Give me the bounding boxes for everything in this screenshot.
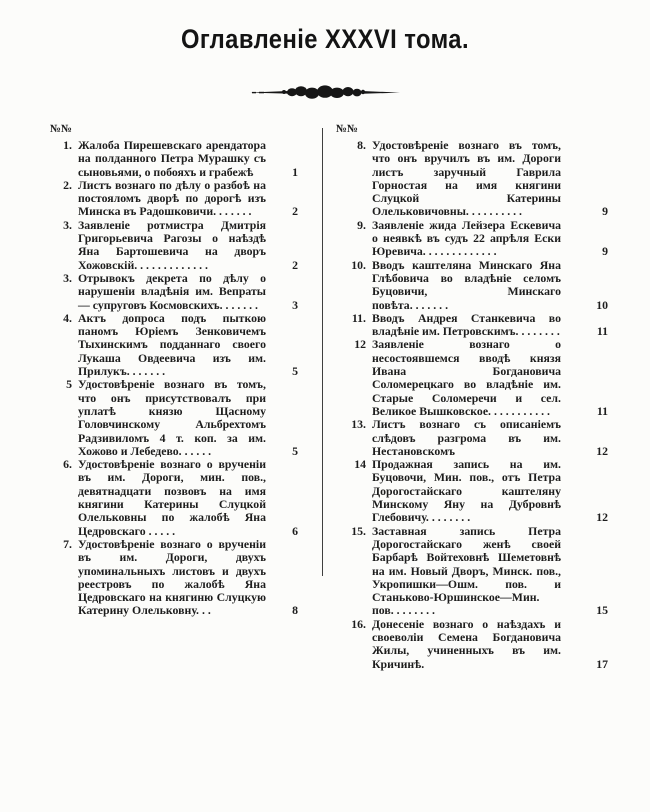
entry-number: 1. [63,138,72,152]
entry-number: 14 [354,457,366,472]
entry-page: 9 [602,204,608,219]
entry-text: Заявленіе вознаго о несостоявшемся вводѣ князя Ивана Богдановича Соломерецкаго во владѣніе им. Старые Соломеречи и сел. Великое Вышковское. . . . . . . . . . . [372,337,561,418]
entry-number: 16. [351,616,366,631]
toc-entry [334,525,608,618]
entry-number: 9. [357,217,366,232]
entry-page: 10 [596,297,608,312]
entry-page: 17 [596,656,608,671]
toc-entry [50,538,298,618]
entry-page: 2 [292,257,298,272]
entry-page: 5 [292,443,298,458]
entry-text: Листъ вознаго по дѣлу о разбоѣ на постояломъ дворѣ по дорогѣ изъ Минска въ Радошковичи. . . . . . . [78,177,266,219]
toc-column-right [334,139,608,671]
column-divider-rule [322,128,323,576]
entry-number: 10. [351,257,366,272]
entry-page: 5 [292,364,298,379]
toc-entry [334,418,608,458]
entry-number: 13. [351,417,366,432]
entry-text: Вводъ Андрея Станкевича во владѣніе им. Петровскимъ. . . . . . . . [372,310,561,339]
toc-entry [50,139,298,179]
toc-entry [50,179,298,219]
entry-text: Удостовѣреніе вознаго о врученіи въ им. Дороги, мин. пов., девятнадцати позвовъ на имя княгини Катерины Слуцкой Олельковны по жалобѣ Яна Цедровскаго . . . . . [78,457,266,538]
entry-page: 8 [292,603,298,618]
entry-text: Донесеніе вознаго о наѣздахъ и своеволіи Семена Богдановича Жилы, учиненныхъ въ им. Кричинѣ. [372,616,561,671]
toc-entry [334,338,608,418]
entry-text: Отрывокъ декрета по дѣлу о нарушеніи владѣнія им. Вепраты — супруговъ Космовскихъ. . . . . . . [78,270,266,312]
toc-entry [50,378,298,458]
entry-text: Заявленіе ротмистра Дмитрія Григорьевича Рагозы о наѣздѣ Яна Бартошевича на дворъ Хожовскій. . . . . . . . . . . . . [78,217,266,272]
entry-number: 3. [63,270,72,285]
entry-page: 12 [596,443,608,458]
entry-text: Заявленіе жида Лейзера Ескевича о неявкѣ въ судъ 22 апрѣля Ески Юревича. . . . . . . . . . . . . [372,217,561,259]
entry-number: 15. [351,523,366,538]
toc-entry [334,139,608,219]
entry-text: Листъ вознаго съ описаніемъ слѣдовъ разгрома въ им. Нестановскомъ [372,417,561,458]
toc-entry [334,259,608,312]
toc-entry [334,458,608,524]
entry-text: Жалоба Пирешевскаго арендатора на полданного Петра Мурашку съ сыновьями, о побояхъ и грабежѣ [78,138,266,179]
entry-text: Заставная запись Петра Дорогостайскаго женѣ своей Барбарѣ Войтеховнѣ Шеметовнѣ на им. Новый Дворъ, Минск. пов., Укропишки—Ошм. пов. и Станьково-Юршинское—Мин. пов. . . . . . . . [372,523,561,618]
entry-page: 11 [596,324,608,339]
entry-number: 3. [63,217,72,232]
entry-page: 3 [292,297,298,312]
toc-entry [50,458,298,538]
entry-page: 15 [596,603,608,618]
toc-entry [334,618,608,671]
entry-page: 11 [596,403,608,418]
entry-page: 2 [292,204,298,219]
toc-entry [50,219,298,272]
right-column-header: №№ [336,123,359,135]
entry-number: 6. [63,457,72,472]
entry-text: Удостовѣреніе вознаго о врученіи въ им. Дороги, двухъ упоминальныхъ листовъ и двухъ реестровъ по жалобѣ Яна Цедровскаго на княгиню Слуцкую Катерину Олельковну. . . [78,536,266,618]
entry-page: 1 [292,164,298,179]
entry-text: Удостовѣреніе вознаго въ томъ, что онъ вручилъ въ им. Дороги листъ заручный Гаврила Горностая на имя княгини Слуцкой Катерины Олельковичовны. . . . . . . . . . [372,138,561,219]
left-column-header: №№ [50,123,73,135]
floral-divider-icon [250,85,400,106]
entry-text: Актъ допроса подъ пыткою паномъ Юріемъ Зенковичемъ Тыхинскимъ подданнаго своего Лукаша Овдеевича изъ им. Прилукъ. . . . . . . [78,310,266,379]
entry-text: Вводъ каштеляна Минскаго Яна Глѣбовича во владѣніе селомъ Буцовичи, Минскаго повѣта. . . . . . . [372,257,561,312]
toc-entry [334,312,608,339]
entry-number: 2. [63,177,72,192]
toc-column-left [50,139,298,618]
page-title: Оглавленіе XXXVI тома. [180,24,470,54]
entry-page: 9 [602,244,608,259]
entry-text: Продажная запись на им. Буцовочи, Мин. пов., отъ Петра Дорогостайскаго каштеляну Минскому Яну на Дубровнѣ Глебовичу. . . . . . . . [372,457,561,525]
entry-number: 8. [357,138,366,152]
entry-page: 12 [596,510,608,525]
entry-page: 6 [292,523,298,538]
entry-text: Удостовѣреніе вознаго въ томъ, что онъ присутствовалъ при уплатѣ князю Щасному Головчинскому Альбрехтомъ Радзивиломъ 4 т. коп. за им. Хожово и Лебедево. . . . . . [78,377,266,458]
toc-entry [334,219,608,259]
entry-number: 12 [354,337,366,352]
entry-number: 5 [66,377,72,392]
entry-number: 11. [351,310,366,325]
entry-number: 7. [63,536,72,551]
toc-entry [50,312,298,378]
toc-entry [50,272,298,312]
entry-number: 4. [63,310,72,325]
